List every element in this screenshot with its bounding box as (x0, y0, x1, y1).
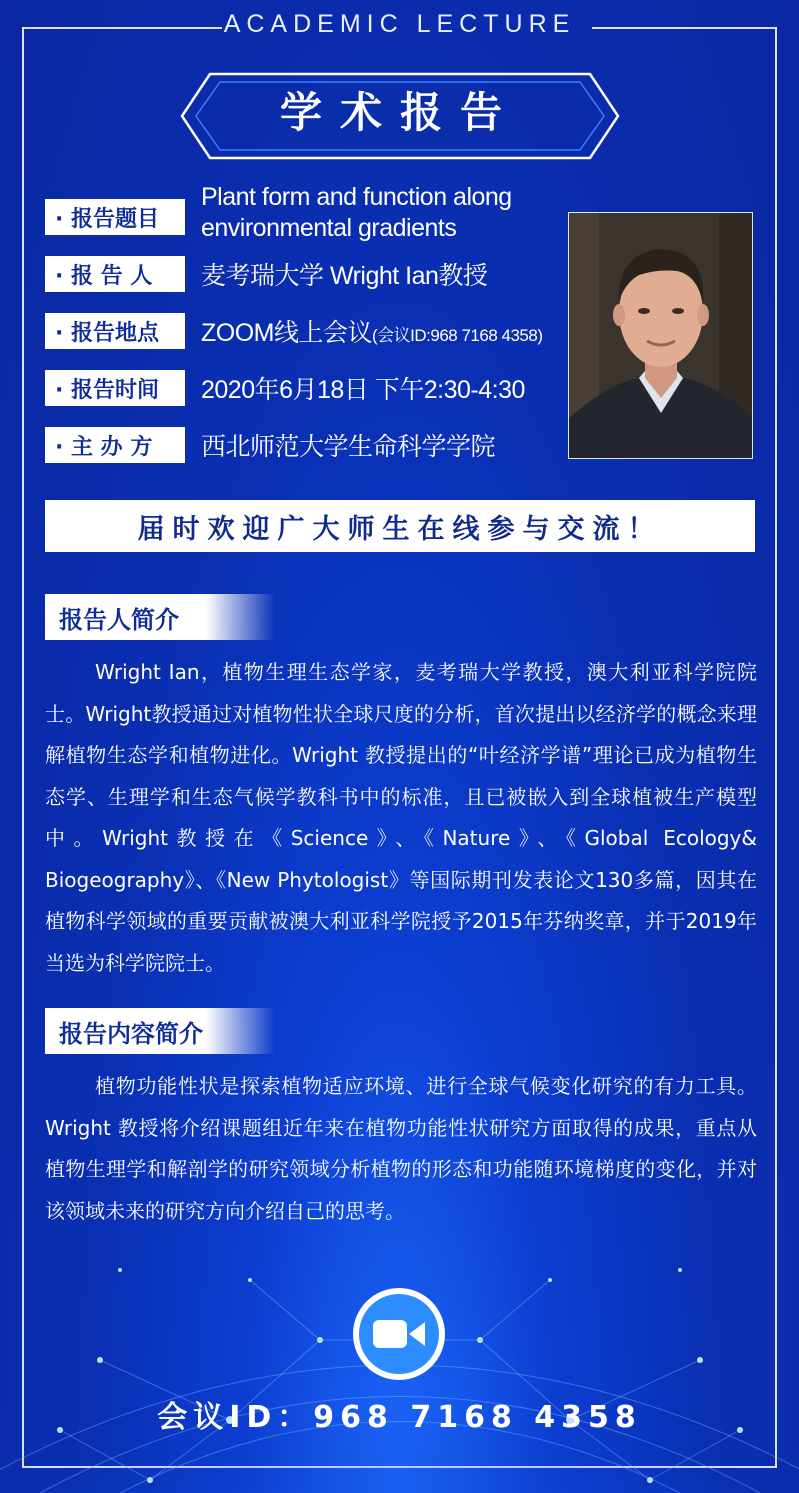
info-label-host: · 主 办 方 (45, 427, 185, 463)
info-label-speaker: · 报 告 人 (45, 256, 185, 292)
info-label-time: · 报告时间 (45, 370, 185, 406)
info-value-time: 2020年6月18日 下午2:30-4:30 (201, 376, 525, 404)
meeting-id-text: 会议ID：968 7168 4358 (157, 1400, 642, 1435)
section-heading-talk-summary: 报告内容简介 (45, 1008, 275, 1054)
page-title: 学术报告 (279, 88, 520, 137)
info-row-host (45, 426, 495, 464)
info-row-topic (45, 198, 185, 236)
info-row-location (45, 312, 543, 350)
zoom-meeting-button[interactable] (353, 1288, 445, 1380)
info-value-topic: Plant form and function along environmental gradients (201, 183, 512, 242)
info-row-speaker (45, 255, 487, 293)
video-camera-icon (359, 1294, 439, 1374)
info-value-speaker: 麦考瑞大学 Wright Ian教授 (201, 262, 488, 290)
info-label-location: · 报告地点 (45, 313, 185, 349)
section-heading-speaker-bio: 报告人简介 (45, 594, 275, 640)
location-main: ZOOM线上会议 (201, 319, 372, 347)
talk-summary-text: 植物功能性状是探索植物适应环境、进行全球气候变化研究的有力工具。Wright 教授将介绍课题组近年来在植物功能性状研究方面取得的成果，重点从植物生理学和解剖学的研究领域分析植物的形态和功能随环境梯度的变化，并对该领域未来的研究方向介绍自己的思考。 (45, 1074, 757, 1223)
info-row-time (45, 369, 525, 407)
welcome-banner: 届时欢迎广大师生在线参与交流！ (45, 500, 755, 552)
speaker-photo (568, 212, 753, 459)
info-value-location (201, 313, 543, 349)
top-label: ACADEMIC LECTURE (223, 10, 576, 38)
location-meeting-id: (会议ID:968 7168 4358) (372, 326, 543, 345)
info-label-topic: · 报告题目 (45, 199, 185, 235)
speaker-bio-text: Wright Ian，植物生理生态学家，麦考瑞大学教授，澳大利亚科学院院士。Wright教授通过对植物性状全球尺度的分析，首次提出以经济学的概念来理解植物生态学和植物进化。Wright 教授提出的“叶经济学谱”理论已成为植物生态学、生理学和生态气候学教科书中的标准，且已被嵌入到全球植被生产模型中。Wright教授在《Science》、《Nature》、《Global Ecology& Biogeography》、《New Phytologist》等国际期刊发表论文130多篇，因其在植物科学领域的重要贡献被澳大利亚科学院授予2015年芬纳奖章，并于2019年当选为科学院院士。 (45, 660, 757, 975)
info-value-host: 西北师范大学生命科学学院 (201, 433, 496, 461)
